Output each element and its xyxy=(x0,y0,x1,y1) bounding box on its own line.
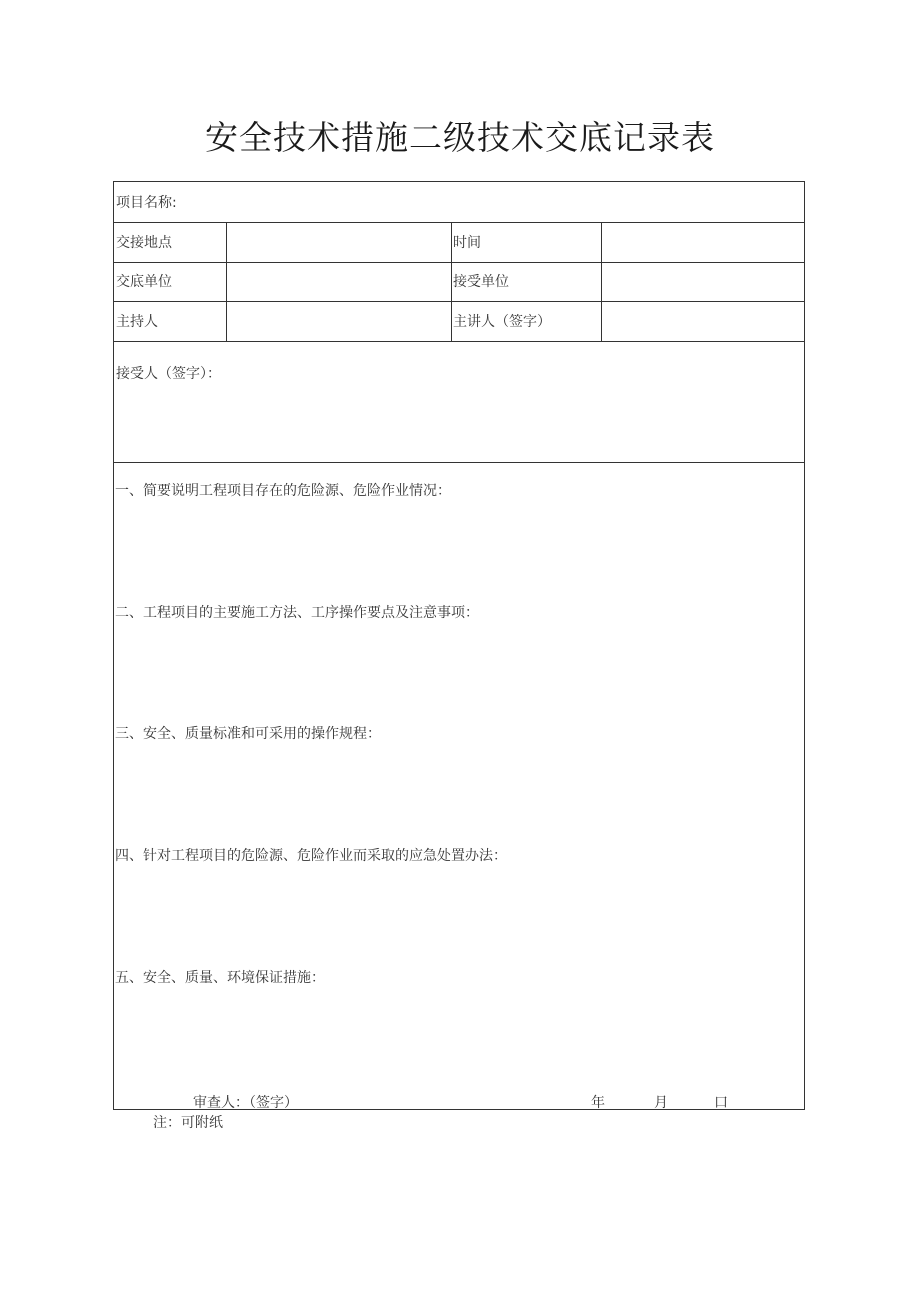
column-divider xyxy=(451,222,452,341)
year-label: 年 xyxy=(591,1095,605,1111)
footnote: 注：可附纸 xyxy=(153,1115,223,1131)
handover-location-field[interactable] xyxy=(227,223,450,261)
time-label: 时间 xyxy=(453,235,481,251)
time-field[interactable] xyxy=(602,223,804,261)
speaker-signature-field[interactable] xyxy=(602,302,804,340)
project-name-label: 项目名称: xyxy=(116,195,177,211)
section-emergency: 四、针对工程项目的危险源、危险作业而采取的应急处置办法： xyxy=(115,848,507,864)
briefing-unit-field[interactable] xyxy=(227,263,450,300)
speaker-signature-label: 主讲人（签字） xyxy=(453,314,551,330)
reviewer-signature-label: 审查人：（签字） xyxy=(193,1095,298,1111)
receiver-signature-label: 接受人（签字）： xyxy=(116,366,221,382)
row-divider xyxy=(114,341,804,342)
month-label: 月 xyxy=(654,1095,668,1111)
section-hazards: 一、简要说明工程项目存在的危险源、危险作业情况： xyxy=(115,483,451,499)
day-label: 口 xyxy=(714,1095,728,1111)
section-methods: 二、工程项目的主要施工方法、工序操作要点及注意事项： xyxy=(115,605,479,621)
section-assurance: 五、安全、质量、环境保证措施： xyxy=(115,970,325,986)
receiving-unit-field[interactable] xyxy=(602,263,804,300)
section-standards: 三、安全、质量标准和可采用的操作规程： xyxy=(115,726,381,742)
row-divider xyxy=(114,462,804,463)
receiving-unit-label: 接受单位 xyxy=(453,274,509,290)
record-form xyxy=(113,181,805,1110)
page-title: 安全技术措施二级技术交底记录表 xyxy=(205,118,715,157)
receiver-signature-area[interactable] xyxy=(114,387,804,461)
host-field[interactable] xyxy=(227,302,450,340)
host-label: 主持人 xyxy=(116,314,158,330)
handover-location-label: 交接地点 xyxy=(116,235,172,251)
briefing-unit-label: 交底单位 xyxy=(116,274,172,290)
